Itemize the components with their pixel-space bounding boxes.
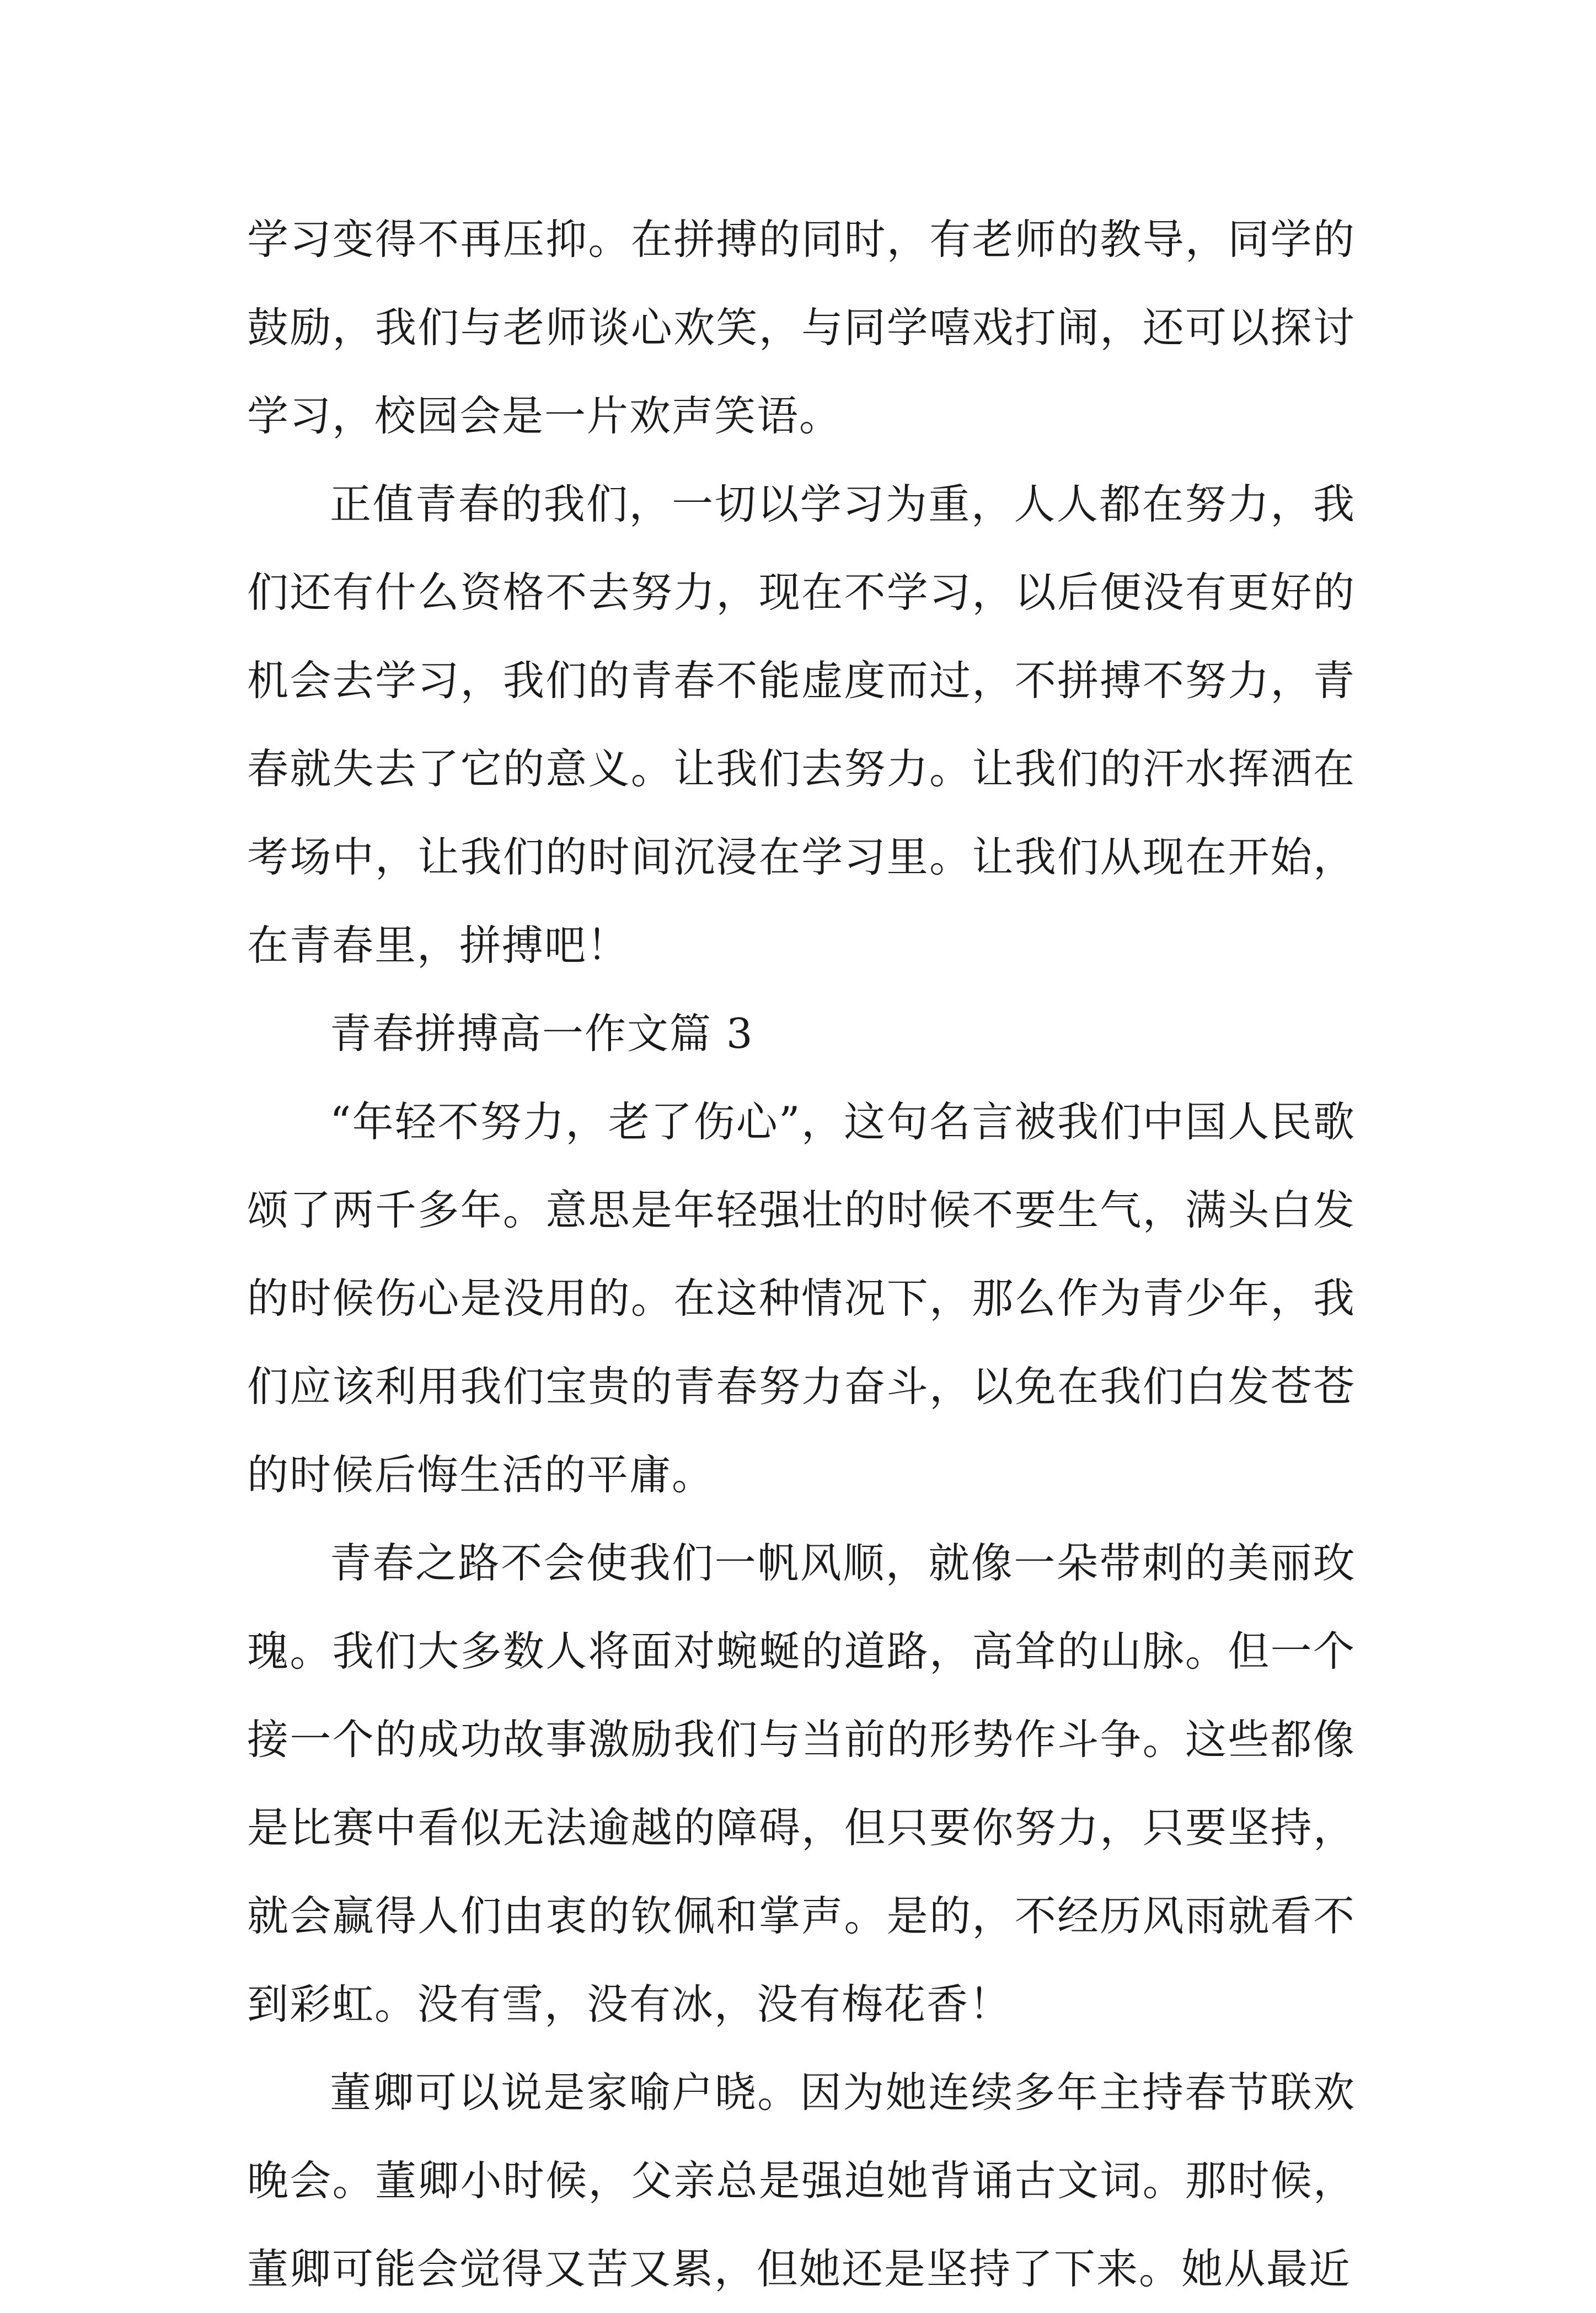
document-body bbox=[247, 195, 1356, 2313]
paragraph-2: 正值青春的我们，一切以学习为重，人人都在努力，我们还有什么资格不去努力，现在不学习，以后便没有更好的机会去学习，我们的青春不能虚度而过，不拼搏不努力，青春就失去了它的意义。让我们去努力。让我们的汗水挥洒在考场中，让我们的时间沉浸在学习里。让我们从现在开始，在青春里，拼搏吧！ bbox=[247, 480, 1356, 970]
paragraph-5: 董卿可以说是家喻户晓。因为她连续多年主持春节联欢晚会。董卿小时候，父亲总是强迫她背诵古文词。那时候，董卿可能会觉得又苦又累，但她还是坚持了下来。她从最近 bbox=[247, 2068, 1356, 2293]
paragraph-3: “年轻不努力，老了伤心”，这句名言被我们中国人民歌颂了两千多年。意思是年轻强壮的时候不要生气，满头白发的时候伤心是没用的。在这种情况下，那么作为青少年，我们应该利用我们宝贵的青春努力奋斗，以免在我们白发苍苍的时候后悔生活的平庸。 bbox=[247, 1097, 1356, 1499]
paragraph-4: 青春之路不会使我们一帆风顺，就像一朵带刺的美丽玫瑰。我们大多数人将面对蜿蜒的道路，高耸的山脉。但一个接一个的成功故事激励我们与当前的形势作斗争。这些都像是比赛中看似无法逾越的障碍，但只要你努力，只要坚持，就会赢得人们由衷的钦佩和掌声。是的，不经历风雨就看不到彩虹。没有雪，没有冰，没有梅花香！ bbox=[247, 1539, 1356, 2028]
paragraph-1: 学习变得不再压抑。在拼搏的同时，有老师的教导，同学的鼓励，我们与老师谈心欢笑，与同学嘻戏打闹，还可以探讨学习，校园会是一片欢声笑语。 bbox=[247, 215, 1356, 440]
section-heading: 青春拼搏高一作文篇 3 bbox=[330, 1009, 754, 1058]
